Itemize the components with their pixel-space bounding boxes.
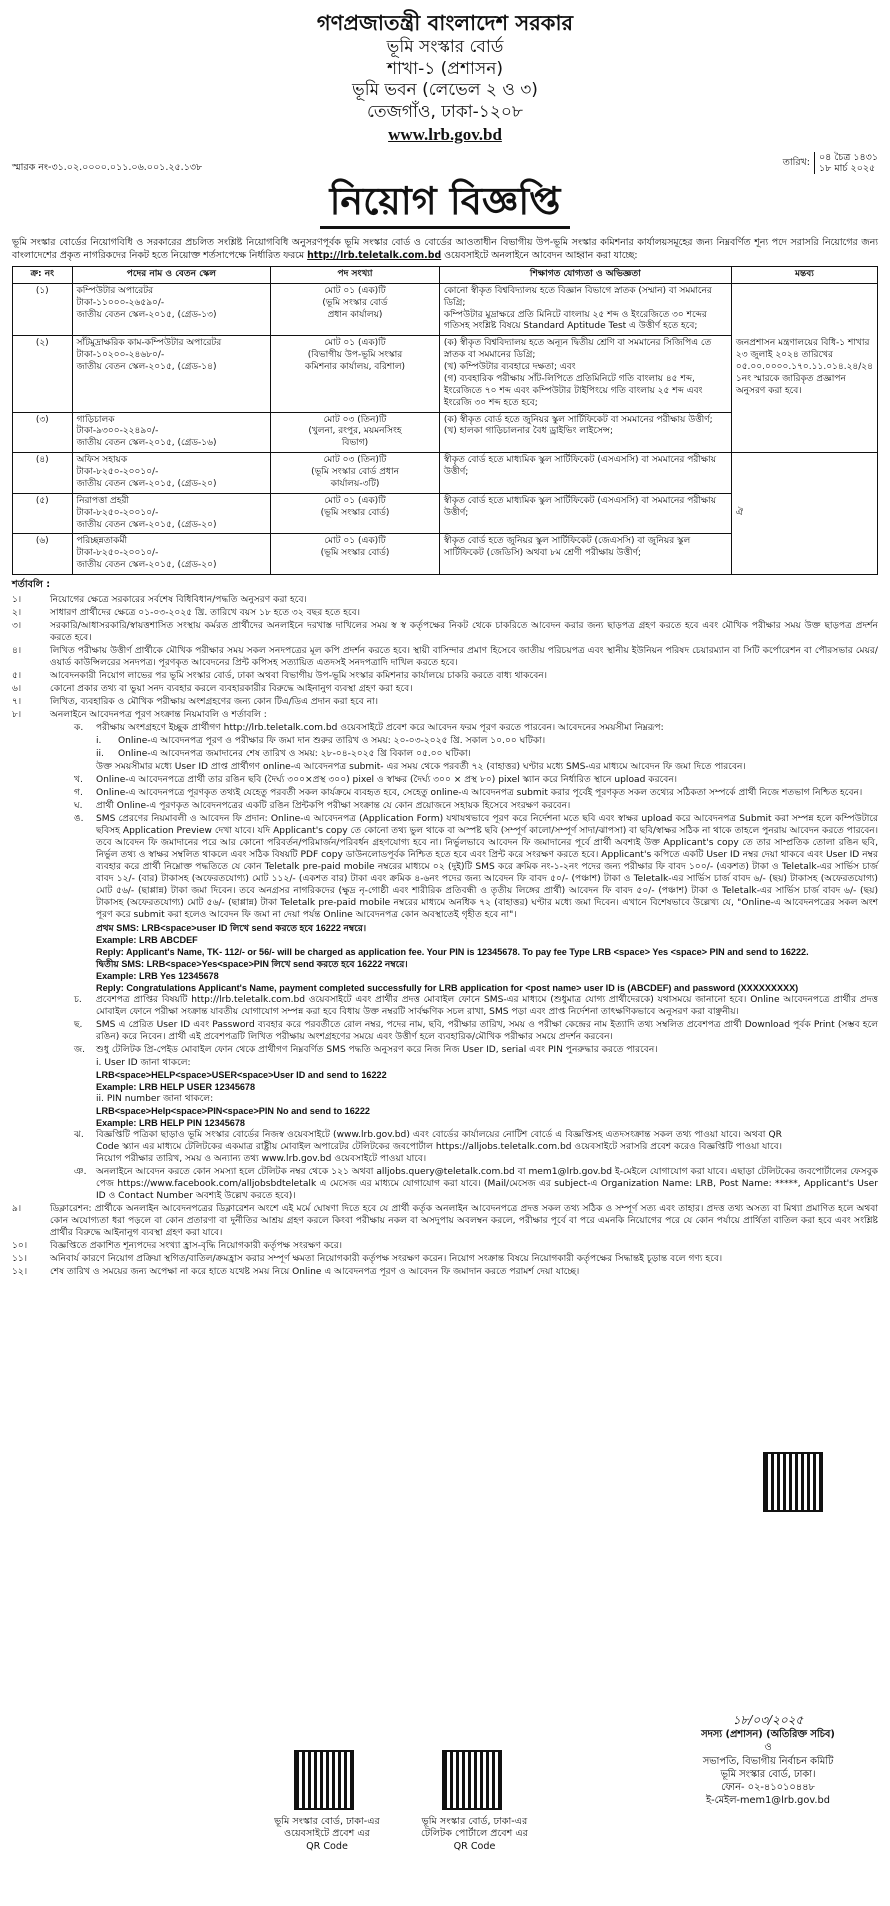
condition-item: [12, 1266, 878, 1278]
sub-condition-number: ঘ.: [74, 800, 83, 811]
sub-condition-text: Online-এ আবেদনপত্র জমাদানের শেষ তারিখ ও সময়: ২৮-০৪-২০২৫ খ্রি বিকাল ০৫.০০ ঘটিকা।: [118, 748, 471, 759]
condition-item: [12, 709, 878, 721]
recovery-user-id: i. User ID জানা থাকলে:: [96, 1057, 191, 1068]
condition-item: [12, 1203, 878, 1239]
recovery-pin-format: LRB<space>Help<space>PIN<space>PIN No and send to 16222: [96, 1105, 370, 1116]
sub-condition-text: পরীক্ষায় অংশগ্রহণে ইচ্ছুক প্রার্থীগণ http://lrb.teletalk.com.bd ওয়েবসাইটে প্রবেশ করে আবেদন ফরম পূরণ করতে পারবেন। আবেদনের সময়সীমা নিম্নরূপ:: [96, 722, 664, 733]
condition-number: ১২।: [12, 1266, 28, 1277]
qr-caption-line: ভূমি সংস্কার বোর্ড, ঢাকা-এর: [421, 1816, 528, 1827]
sms-first-reply: Reply: Applicant's Name, TK- 112/- or 56/- will be charged as application fee. Your PIN is 12345678. To pay fee Type LRB <space> Yes <space> PIN and send to 16222.: [96, 946, 809, 957]
cell-post-count: মোট ০৩ (তিন)টি (খুলনা, রংপুর, ময়মনসিংহ বিভাগ): [271, 412, 440, 453]
signatory-org: ভূমি সংস্কার বোর্ড, ঢাকা।: [720, 1768, 816, 1780]
sub-condition: [74, 1166, 878, 1202]
recovery-pin-example: Example: LRB HELP PIN 12345678: [96, 1117, 245, 1128]
cell-post-name: পরিচ্ছন্নতাকর্মী টাকা-৮২৫০-২০০১০/- জাতীয় বেতন স্কেল-২০১৫, (গ্রেড-২০): [72, 534, 271, 575]
sub-condition-number: ছ.: [74, 1019, 83, 1030]
sub-condition-number: ঞ.: [74, 1166, 87, 1177]
signatory-phone: ফোন- ০২-৪১০১০৪৪৮: [721, 1782, 815, 1794]
cell-post-name: অফিস সহায়ক টাকা-৮২৫০-২০০১০/- জাতীয় বেতন স্কেল-২০১৫, (গ্রেড-২০): [72, 453, 271, 494]
condition-text: লিখিত পরীক্ষায় উত্তীর্ণ প্রার্থীকে মৌখিক পরীক্ষার সময় সকল সনদপত্রের মূল কপি প্রদর্শন করতে হবে। স্থায়ী বাসিন্দার প্রমাণ হিসেবে জাতীয় পরিচয়পত্র এবং স্থানীয় ইউনিয়ন পরিষদ চেয়ারম্যান বা সিটি কর্পোরেশন বা পৌরসভার মেয়র/ওয়ার্ড কাউন্সিলরের সনদপত্র। পূরণকৃত আবেদনের প্রিন্ট কপিসহ সত্যায়িত এতদসই সনদপত্রাদি দাখিল করতে হবে।: [50, 645, 878, 668]
branch-name: শাখা-১ (প্রশাসন): [387, 58, 503, 79]
cell-serial: (১): [13, 283, 73, 336]
sub-condition-text: শুধু টেলিটক প্রি-পেইড মোবাইল ফোন থেকে প্রার্থীগণ নিম্নবর্ণিত SMS পদ্ধতি অনুসরণ করে নিজ নিজ User ID, serial এবং PIN পুনরুদ্ধার করতে পারবেন।: [96, 1044, 658, 1055]
condition-item: [12, 1240, 878, 1252]
header-qualification: শিক্ষাগত যোগ্যতা ও অভিজ্ঞতা: [439, 266, 731, 283]
cell-remarks-ditto: ঐ: [731, 453, 877, 575]
signature-block: [668, 1712, 868, 1808]
qr-caption-line: ওয়েবসাইটে প্রবেশ এর: [284, 1828, 370, 1840]
date-bangla: ০৪ চৈত্র ১৪৩১: [819, 151, 878, 163]
sms-first-example: Example: LRB ABCDEF: [96, 934, 198, 945]
condition-item: [12, 607, 878, 619]
conditions-list: [12, 594, 878, 1278]
cell-post-count: মোট ০১ (এক)টি (ভূমি সংস্কার বোর্ড): [271, 493, 440, 534]
posts-table: [12, 266, 878, 575]
condition-text: অনলাইনে আবেদনপত্র পূরণ সংক্রান্ত নিয়মাবলি ও শর্তাবলি :: [50, 709, 267, 720]
cell-remarks: জনপ্রশাসন মন্ত্রণালয়ের বিধি-১ শাখার ২৩ জুলাই ২০২৪ তারিখের ০৫.০০.০০০০.১৭০.১১.০১৪.২৪/২৪ ১নং স্মারকে জারিকৃত প্রজ্ঞাপন অনুসরণ করা হবে।: [731, 283, 877, 452]
cell-qualification: (ক) স্বীকৃত বিশ্ববিদ্যালয় হতে অন্যূন দ্বিতীয় শ্রেণি বা সমমানের সিজিপিএ তে স্নাতক বা সমমানের ডিগ্রি; (খ) কম্পিউটার ব্যবহারে দক্ষতা; এবং (গ) ব্যবহারিক পরীক্ষায় সাঁট-লিপিতে প্রতিমিনিটে গতি বাংলায় ৪৫ শব্দ, ইংরেজিতে ৭০ শব্দ এবং কম্পিউটার টাইপিংয়ে গতি বাংলায় ২৫ শব্দ এবং ইংরেজি ৩০ শব্দ হতে হবে;: [439, 336, 731, 412]
cell-post-count: মোট ০৩ (তিন)টি (ভূমি সংস্কার বোর্ড প্রধান কার্যালয়-৩টি): [271, 453, 440, 494]
cell-qualification: স্বীকৃত বোর্ড হতে জুনিয়র স্কুল সার্টিফিকেট (জেএসসি) বা জুনিয়র স্কুল সার্টিফিকেট (জেডিসি) অথবা ৮ম শ্রেণী পরীক্ষায় উত্তীর্ণ;: [439, 534, 731, 575]
intro-text: ভূমি সংস্কার বোর্ডের নিয়োগবিধি ও সরকারের প্রচলিত সংশ্লিষ্ট নিয়োগবিধি অনুসরণপূর্বক ভূমি সংস্কার বোর্ড ও বোর্ডের আওতাধীন বিভাগীয় উপ-ভূমি সংস্কার কমিশনার কার্যালয়সমূহের জন্য নিম্নবর্ণিত শূন্য পদে সরাসরি নিয়োগের জন্য বাংলাদেশের প্রকৃত নাগরিকদের নিকট হতে নিয়োক্ত শর্তসাপেক্ষে নির্ধারিত ফরমে: [12, 237, 878, 261]
website-qr-code-icon[interactable]: [294, 1750, 354, 1810]
condition-text: সরকারি/আধাসরকারি/স্বায়ত্তশাসিত সংস্থায় কর্মরত প্রার্থীদের অনলাইনে দরখাস্ত দাখিলের সময় স্ব স্ব কর্তৃপক্ষের নিকট থেকে চাকরিতে আবেদন করার জন্য ছাড়পত্র গ্রহণ করতে হবে এবং মৌখিক পরীক্ষার সময় উক্ত ছাড়পত্র প্রদর্শন করতে হবে।: [50, 620, 878, 643]
sub-condition-number: জ.: [74, 1044, 86, 1055]
signatory-email[interactable]: ই-মেইল-mem1@lrb.gov.bd: [705, 1795, 830, 1807]
condition-number: ৯।: [12, 1203, 22, 1214]
condition-number: ১০।: [12, 1240, 28, 1251]
condition-number: ২।: [12, 607, 22, 618]
cell-qualification: কোনো স্বীকৃত বিশ্ববিদ্যালয় হতে বিজ্ঞান বিভাগে স্নাতক (সম্মান) বা সমমানের ডিগ্রি; কম্পিউটার মুদ্রাক্ষরে প্রতি মিনিটে বাংলায় ২৫ শব্দ ও ইংরেজিতে ৩০ শব্দের গতিসহ সংশ্লিষ্ট বিষয়ে Standard Aptitude Test এ উত্তীর্ণ হতে হবে;: [439, 283, 731, 336]
condition-text: অনিবার্য কারণে নিয়োগ প্রক্রিয়া স্থগিত/বাতিল/ক্রমহ্রাস করার সম্পূর্ণ ক্ষমতা নিয়োগকারী কর্তৃপক্ষ সংরক্ষণ করেন। নিয়োগ সংক্রান্ত বিষয়ে নিয়োগকারী কর্তৃপক্ষের সিদ্ধান্তই চূড়ান্ত বলে গণ্য হবে।: [50, 1253, 723, 1264]
cell-serial: (২): [13, 336, 73, 412]
cell-qualification: স্বীকৃত বোর্ড হতে মাধ্যমিক স্কুল সার্টিফিকেট (এসএসসি) বা সমমানের পরীক্ষায় উত্তীর্ণ;: [439, 453, 731, 494]
portal-qr-code-icon[interactable]: [442, 1750, 502, 1810]
sub-condition-number: i.: [96, 735, 102, 746]
website-qr-caption: [262, 1816, 392, 1853]
condition-item: [12, 696, 878, 708]
cell-post-name: গাড়িচালক টাকা-৯৩০০-২২৪৯০/- জাতীয় বেতন স্কেল-২০১৫, (গ্রেড-১৬): [72, 412, 271, 453]
office-address: তেজগাঁও, ঢাকা-১২০৮: [367, 102, 523, 123]
letterhead: [12, 10, 878, 146]
sms-second-label: দ্বিতীয় SMS: LRB<space>Yes<space>PIN লিখে send করতে হবে 16222 নম্বরে।: [96, 958, 408, 969]
condition-text: শেষ তারিখ ও সময়ের জন্য অপেক্ষা না করে হাতে যথেষ্ট সময় নিয়ে Online এ আবেদনপত্র পূরণ ও আবেদন ফি জমাদান করতে পরামর্শ দেয়া যাচ্ছে।: [50, 1266, 580, 1277]
sub-condition-text: Online-এ আবেদনপত্রে পূরণকৃত তথ্যই যেহেতু পরবর্তী সকল কার্যক্রমে ব্যবহৃত হবে, সেহেতু online-এ আবেদনপত্র submit করার পূর্বেই পূরণকৃত সকল তথ্যের সঠিকতা সম্পর্কে প্রার্থী নিজে শতভাগ নিশ্চিত হবেন।: [96, 787, 863, 798]
condition-number: ১১।: [12, 1253, 28, 1264]
sub-condition: [74, 800, 878, 812]
sub-condition: [74, 761, 878, 773]
cell-post-count: মোট ০১ (এক)টি (বিভাগীয় উপ-ভূমি সংস্কার কমিশনার কার্যালয়, বরিশাল): [271, 336, 440, 412]
header-remarks: মন্তব্য: [731, 266, 877, 283]
sub-condition-text: Online-এ আবেদনপত্র পূরণ ও পরীক্ষার ফি জমা দান শুরুর তারিখ ও সময়: ২০-০৩-২০২৫ খ্রি. সকাল ১০.০০ ঘটিকা।: [118, 735, 546, 746]
website-link[interactable]: www.lrb.gov.bd: [388, 124, 502, 144]
cell-post-name: কম্পিউটার অপারেটর টাকা-১১০০০-২৬৫৯০/- জাতীয় বেতন স্কেল-২০১৫, (গ্রেড-১৩): [72, 283, 271, 336]
sub-condition: [74, 994, 878, 1018]
qr-caption-line: QR Code: [453, 1840, 496, 1852]
memo-row: [12, 152, 878, 175]
teletalk-link[interactable]: http://lrb.teletalk.com.bd: [307, 249, 442, 261]
cell-qualification: (ক) স্বীকৃত বোর্ড হতে জুনিয়র স্কুল সার্টিফিকেট বা সমমানের পরীক্ষায় উত্তীর্ণ; (খ) হালকা গাড়িচালনার বৈধ ড্রাইভিং লাইসেন্স;: [439, 412, 731, 453]
sub-condition-number: খ.: [74, 774, 83, 785]
table-row: [13, 283, 878, 336]
intro-paragraph: [12, 237, 878, 262]
cell-serial: (৪): [13, 453, 73, 494]
sub-condition: [74, 1044, 878, 1056]
condition-number: ৩।: [12, 620, 22, 631]
sub-condition-text: Online-এ আবেদনপত্রে প্রার্থী তার রঙিন ছবি (দৈর্ঘ্য ৩০০×প্রস্থ ৩০০) pixel ও স্বাক্ষর (দৈর্ঘ্য ৩০০ × প্রস্থ ৮০) pixel স্ক্যান করে নির্ধারিত স্থানে upload করবেন।: [96, 774, 678, 785]
sub-condition-text: SMS প্রেরণের নিয়মাবলী ও আবেদন ফি প্রদান: Online-এ আবেদনপত্র (Application Form) যথাযথভাবে পূরণ করে নির্দেশনা মতে ছবি এবং স্বাক্ষর upload করে আবেদনপত্র Submit করা সম্পন্ন হলে কম্পিউটারে ছবিসহ Application Preview দেখা যাবে। যদি Applicant's copy তে কোনো তথ্য ভুল থাকে বা অস্পষ্ট ছবি (সম্পূর্ণ কালো/সম্পূর্ণ সাদা/ঝাপসা) বা ছবি/স্বাক্ষর সঠিক না থাকে তাহলে পুনরায় আবেদন করতে পারবেন। তবে আবেদন ফি জমাদানের পরে আর কোনো পরিবর্তন/পরিমার্জন/পরিবর্ধন গ্রহণযোগ্য হবে না। নির্ভুলভাবে আবেদন ফি জমাদানের পূর্বে প্রার্থী অবশ্যই উক্ত Applicant's copy তে তার সাম্প্রতিক তোলা রঙিন ছবি, নির্ভুল তথ্য ও স্বাক্ষর সম্বলিত থাকলে এবং সঠিক বিষয়টি PDF copy ডাউনলোডপূর্বক নিশ্চিত হতে হবে এবং প্রিন্ট করে সংরক্ষণ করতে হবে। Applicant's কপিতে একটি User ID নম্বর দেয়া থাকবে এবং User ID নম্বর ব্যবহার করে প্রার্থী নিম্নোক্ত পদ্ধতিতে যে কোন Teletalk pre-paid mobile নম্বরের মাধ্যমে ০২ (দুই)টি SMS করে ক্রমিক নং-১-২নং পদের জন্য পরীক্ষার ফি বাবদ ১০০/- (একশত) টাকা ও Teletalk-এর সার্ভিস চার্জ বাবদ ১২/- (বার) টাকাসহ (অফেরতযোগ্য) মোট ১১২/- (একশত বার) টাকা এবং ক্রমিক ৪-৬নং পদের জন্য আবেদন ফি বাবদ ৫০/- (পঞ্চাশ) টাকা ও Teletalk-এর সার্ভিস চার্জ বাবদ ৬/- (ছয়) টাকাসহ (অফেরতযোগ্য) মোট ৫৬/- (ছাপ্পান্ন) টাকা জমা দিবেন। তবে অনগ্রসর নাগরিকদের (ক্ষুদ্র নৃ-গোষ্ঠী এবং শারীরিক প্রতিবন্ধী ও তৃতীয় লিঙ্গের প্রার্থী) আবেদন ফি বাবদ ৫০/- (পঞ্চাশ) টাকা ও Teletalk-এর সার্ভিস চার্জ বাবদ ৬/- (ছয়) টাকাসহ (অফেরতযোগ্য) মোট ৫৬/- (ছাপ্পান্ন) টাকা Teletalk pre-paid mobile নম্বরের মাধ্যমে অনধিক ৭২ (বাহাত্তর) ঘণ্টার মধ্যে জমা দিবেন। এখানে বিশেষভাবে উল্লেখ্য যে, "Online-এ আবেদনপত্রের সকল অংশ পূরণ করে submit করা হলেও আবেদন ফি জমা না দেয়া পর্যন্ত Online আবেদনপত্র কোন অবস্থাতেই গৃহীত হবে না"।: [96, 813, 878, 920]
recovery-user-example: Example: LRB HELP USER 12345678: [96, 1081, 256, 1092]
cell-post-count: মোট ০১ (এক)টি (ভূমি সংস্কার বোর্ড প্রধান কার্যালয়): [271, 283, 440, 336]
conditions-title: শর্তাবলি :: [12, 579, 51, 591]
sub-condition-text: বিজ্ঞপ্তিটি পত্রিকা ছাড়াও ভূমি সংস্কার বোর্ডের নিজস্ব ওয়েবসাইটে (www.lrb.gov.bd) এবং বোর্ডের কার্যালয়ের নোটিশ বোর্ডে এ বিজ্ঞপ্তিসহ এতদসংক্রান্ত সকল তথ্য পাওয়া যাবে। অথবা QR Code স্ক্যান এর মাধ্যমে টেলিটকের একমাত্র রাষ্ট্রীয় মোবাইল অপারেটর টেলিটকের জবপোর্টাল https://alljobs.teletalk.com.bd ওয়েবসাইটে সরাসরি প্রবেশ করেও বিজ্ঞপ্তিটি পাওয়া যাবে। নিয়োগ পরীক্ষার তারিখ, সময় ও অন্যান্য তথ্য www.lrb.gov.bd ওয়েবসাইটে পাওয়া যাবে।: [96, 1129, 782, 1164]
condition-text: ডিক্লারেশন: প্রার্থীকে অনলাইন আবেদনপত্রের ডিক্লারেশন অংশে এই মর্মে ঘোষণা দিতে হবে যে প্রার্থী কর্তৃক অনলাইন আবেদনপত্রে প্রদত্ত সকল তথ্য সঠিক ও সম্পূর্ণ সত্য এবং তাহার। প্রদত্ত তথ্য অসত্য বা মিথ্যা প্রমাণিত হলে অথবা কোন অযোগ্যতা ধরা পড়লে বা কোন প্রতারণা বা দুর্নীতির আশ্রয় গ্রহণ করলে কিংবা পরীক্ষায় নকল বা অসদুপায় অবলম্বন করলে, পরীক্ষার পূর্বে বা পরে এমনকি নিয়োগের পরে যে কোন পর্যায়ে প্রার্থিতা বাতিল করা হবে এবং সংশ্লিষ্ট প্রার্থীর বিরুদ্ধে আইনানুগ ব্যবস্থা গ্রহণ করা যাবে।: [50, 1203, 878, 1238]
table-row: [13, 453, 878, 494]
portal-qr-caption: [407, 1816, 542, 1853]
condition-item: [12, 594, 878, 606]
sub-condition: [96, 748, 878, 760]
sub-condition-text: অনলাইনে আবেদন করতে কোন সমস্যা হলে টেলিটক নম্বর থেকে ১২১ অথবা alljobs.query@teletalk.com.bd বা mem1@lrb.gov.bd ই-মেইলে যোগাযোগ করা যাবে। এছাড়া টেলিটকের জবপোর্টালের ফেসবুক পেজ https://www.facebook.com/alljobsbdteletalk এ মেসেজ এর মাধ্যমে যোগাযোগ করা যাবে। (Mail/মেসেজ এর subject-এ Organization Name: LRB, Post Name: *****, Applicant's User ID ও Contact Number অবশ্যই উল্লেখ করতে হবে)।: [96, 1166, 878, 1201]
sub-condition: [96, 735, 878, 747]
recovery-pin-label: PIN number জানা থাকলে:: [106, 1093, 214, 1104]
sub-condition-text: প্রবেশপত্র প্রাপ্তির বিষয়টি http://lrb.teletalk.com.bd ওয়েবসাইটে এবং প্রার্থীর প্রদত্ত মোবাইল ফোনে SMS-এর মাধ্যমে (শুধুমাত্র যোগ্য প্রার্থীদেরকে) যথাসময়ে জানানো হবে। Online আবেদনপত্রে প্রার্থীর প্রদত্ত মোবাইল ফোনে পরীক্ষা সংক্রান্ত যাবতীয় যোগাযোগ সম্পন্ন করা হবে বিধায় উক্ত নম্বরটি সার্বক্ষণিক সচল রাখা, SMS পড়া এবং প্রাপ্ত নির্দেশনা তাৎক্ষণিকভাবে অনুসরণ করা বাঞ্ছনীয়।: [96, 994, 878, 1017]
sms-second-reply: Reply: Congratulations Applicant's Name, payment completed successfully for LRB application for <post name> user ID is (ABCDEF) and password (XXXXXXXXX): [96, 982, 799, 993]
cell-serial: (৫): [13, 493, 73, 534]
condition-text: বিজ্ঞপ্তিতে প্রকাশিত শূন্যপদের সংখ্যা হ্রাস-বৃদ্ধি নিয়োগকারী কর্তৃপক্ষ সংরক্ষণ করে।: [50, 1240, 342, 1251]
cell-serial: (৬): [13, 534, 73, 575]
condition-number: ১।: [12, 594, 22, 605]
condition-number: ৭।: [12, 696, 22, 707]
sub-condition-number: ক.: [74, 722, 84, 733]
memo-ref: স্মারক নং-৩১.০২.০০০০.০১১.০৬.০০১.২৫.১৩৮: [12, 161, 203, 173]
header-post-count: পদ সংখ্যা: [271, 266, 440, 283]
notice-title: নিয়োগ বিজ্ঞপ্তি: [320, 180, 571, 229]
cell-qualification: স্বীকৃত বোর্ড হতে মাধ্যমিক স্কুল সার্টিফিকেট (এসএসসি) বা সমমানের পরীক্ষায় উত্তীর্ণ;: [439, 493, 731, 534]
signatory-title: সদস্য (প্রশাসন) (অতিরিক্ত সচিব): [701, 1729, 835, 1741]
condition-text: নিয়োগের ক্ষেত্রে সরকারের সর্বশেষ বিধিবিধান/পদ্ধতি অনুসরণ করা হবে।: [50, 594, 307, 605]
sub-condition: [74, 813, 878, 921]
sub-condition: [74, 1129, 878, 1165]
cell-post-name: সাঁটমুদ্রাক্ষরিক কাম-কম্পিউটার অপারেটর টাকা-১০২০০-২৪৬৮০/- জাতীয় বেতন স্কেল-২০১৫, (গ্রেড-১৪): [72, 336, 271, 412]
recovery-pin: ii. PIN number জানা থাকলে:: [96, 1093, 214, 1104]
sub-condition-number: গ.: [74, 787, 83, 798]
sub-condition-text: প্রার্থী Online-এ পূরণকৃত আবেদনপত্রের একটি রঙিন প্রিন্টকপি পরীক্ষা সংক্রান্ত যে কোন প্রয়োজনে সহায়ক হিসেবে সংরক্ষণ করবেন।: [96, 800, 571, 811]
memo-date: [783, 152, 878, 175]
date-english: ১৮ মার্চ ২০২৫: [819, 163, 876, 175]
sub-condition: [74, 1019, 878, 1043]
condition-text: লিখিত, ব্যবহারিক ও মৌখিক পরীক্ষায় অংশগ্রহণের জন্য কোন টিএ/ডিএ প্রদান করা হবে না।: [50, 696, 379, 707]
signature-conjunction: ও: [764, 1742, 772, 1754]
condition-text: কোনো প্রকার তথ্য বা ভুয়া সনদ ব্যবহার করলে ব্যবহারকারীর বিরুদ্ধে আইনানুগ ব্যবস্থা গ্রহণ করা হবে।: [50, 683, 413, 694]
cell-post-count: মোট ০১ (এক)টি (ভূমি সংস্কার বোর্ড): [271, 534, 440, 575]
sub-condition: [74, 774, 878, 786]
sub-condition-number: চ.: [74, 994, 82, 1005]
office-name: ভূমি সংস্কার বোর্ড: [386, 36, 504, 57]
sub-condition: [74, 787, 878, 799]
condition-item: [12, 683, 878, 695]
govt-name: গণপ্রজাতন্ত্রী বাংলাদেশ সরকার: [316, 11, 574, 35]
sms-first-label: প্রথম SMS: LRB<space>user ID লিখে send করতে হবে 16222 নম্বরে।: [96, 922, 367, 933]
recovery-user-label: User ID জানা থাকলে:: [104, 1057, 191, 1068]
table-header-row: [13, 266, 878, 283]
qr-caption-line: QR Code: [306, 1840, 348, 1852]
condition-number: ৪।: [12, 645, 22, 656]
sub-condition-number: [74, 761, 92, 773]
qr-caption-line: ভূমি সংস্কার বোর্ড, ঢাকা-এর: [274, 1816, 380, 1827]
signature-scribble: ১৮/০৩/২০২৫: [732, 1713, 804, 1727]
condition-number: ৫।: [12, 670, 22, 681]
date-label: তারিখ:: [782, 156, 810, 168]
cell-serial: (৩): [13, 412, 73, 453]
condition-item: [12, 670, 878, 682]
condition-text: আবেদনকারী নিয়োগ লাভের পর ভূমি সংস্কার বোর্ড, ঢাকা অথবা বিভাগীয় উপ-ভূমি সংস্কার কমিশনার কার্যালয়ে চাকরি করতে বাধ্য থাকবেন।: [50, 670, 547, 681]
building-name: ভূমি ভবন (লেভেল ২ ও ৩): [352, 80, 538, 101]
condition-item: [12, 620, 878, 644]
sub-condition-number: ঙ.: [74, 813, 84, 824]
cell-post-name: নিরাপত্তা প্রহরী টাকা-৮২৫০-২০০১০/- জাতীয় বেতন স্কেল-২০১৫, (গ্রেড-২০): [72, 493, 271, 534]
header-post-name: পদের নাম ও বেতন স্কেল: [72, 266, 271, 283]
condition-item: [12, 1253, 878, 1265]
sub-condition: [74, 722, 878, 734]
sms-second-example: Example: LRB Yes 12345678: [96, 970, 219, 981]
sub-condition-number: ii.: [96, 748, 104, 759]
teletalk-qr-code-icon[interactable]: [763, 1452, 823, 1512]
condition-item: [12, 645, 878, 669]
sub-condition-text: উক্ত সময়সীমার মধ্যে User ID প্রাপ্ত প্রার্থীগণ online-এ আবেদনপত্র submit- এর সময় থেকে পরবর্তী ৭২ (বাহাত্তর) ঘণ্টার মধ্যে SMS-এর মাধ্যমে আবেদন ফি জমা দিতে পারবেন।: [96, 761, 746, 772]
sub-condition-number: ঝ.: [74, 1129, 84, 1140]
notice-footer: [12, 1712, 878, 1902]
qr-caption-line: টেলিটক পোর্টালে প্রবেশ এর: [421, 1828, 528, 1840]
recovery-user-format: LRB<space>HELP<space>USER<space>User ID and send to 16222: [96, 1069, 387, 1080]
condition-text: সাধারণ প্রার্থীদের ক্ষেত্রে ০১-০৩-২০২৫ খ্রি. তারিখে বয়স ১৮ হতে ৩২ বছর হতে হবে।: [50, 607, 360, 618]
header-serial: ক্র: নং: [13, 266, 73, 283]
sub-condition-text: SMS এ প্রেরিত User ID এবং Password ব্যবহার করে পরবর্তীতে রোল নম্বর, পদের নাম, ছবি, পরীক্ষার তারিখ, সময় ও পরীক্ষা কেন্দ্রের নাম ইত্যাদি তথ্য সম্বলিত প্রবেশপত্র প্রার্থী Download পূর্বক Print (সম্ভব হলে রঙিন) করে নিবেন। প্রার্থী এই প্রবেশপত্রটি লিখিত পরীক্ষায় অংশগ্রহণের সময়ে এবং উত্তীর্ণ হলে ব্যবহারিক/মৌখিক পরীক্ষার সময়ে প্রদর্শন করবেন।: [96, 1019, 878, 1042]
condition-number: ৮।: [12, 709, 22, 720]
condition-number: ৬।: [12, 683, 22, 694]
intro-text-after: ওয়েবসাইটে অনলাইনে আবেদন আহ্বান করা যাচ্ছে:: [444, 249, 638, 261]
signatory-role: সভাপতি, বিভাগীয় নির্বাচন কমিটি: [702, 1755, 834, 1767]
